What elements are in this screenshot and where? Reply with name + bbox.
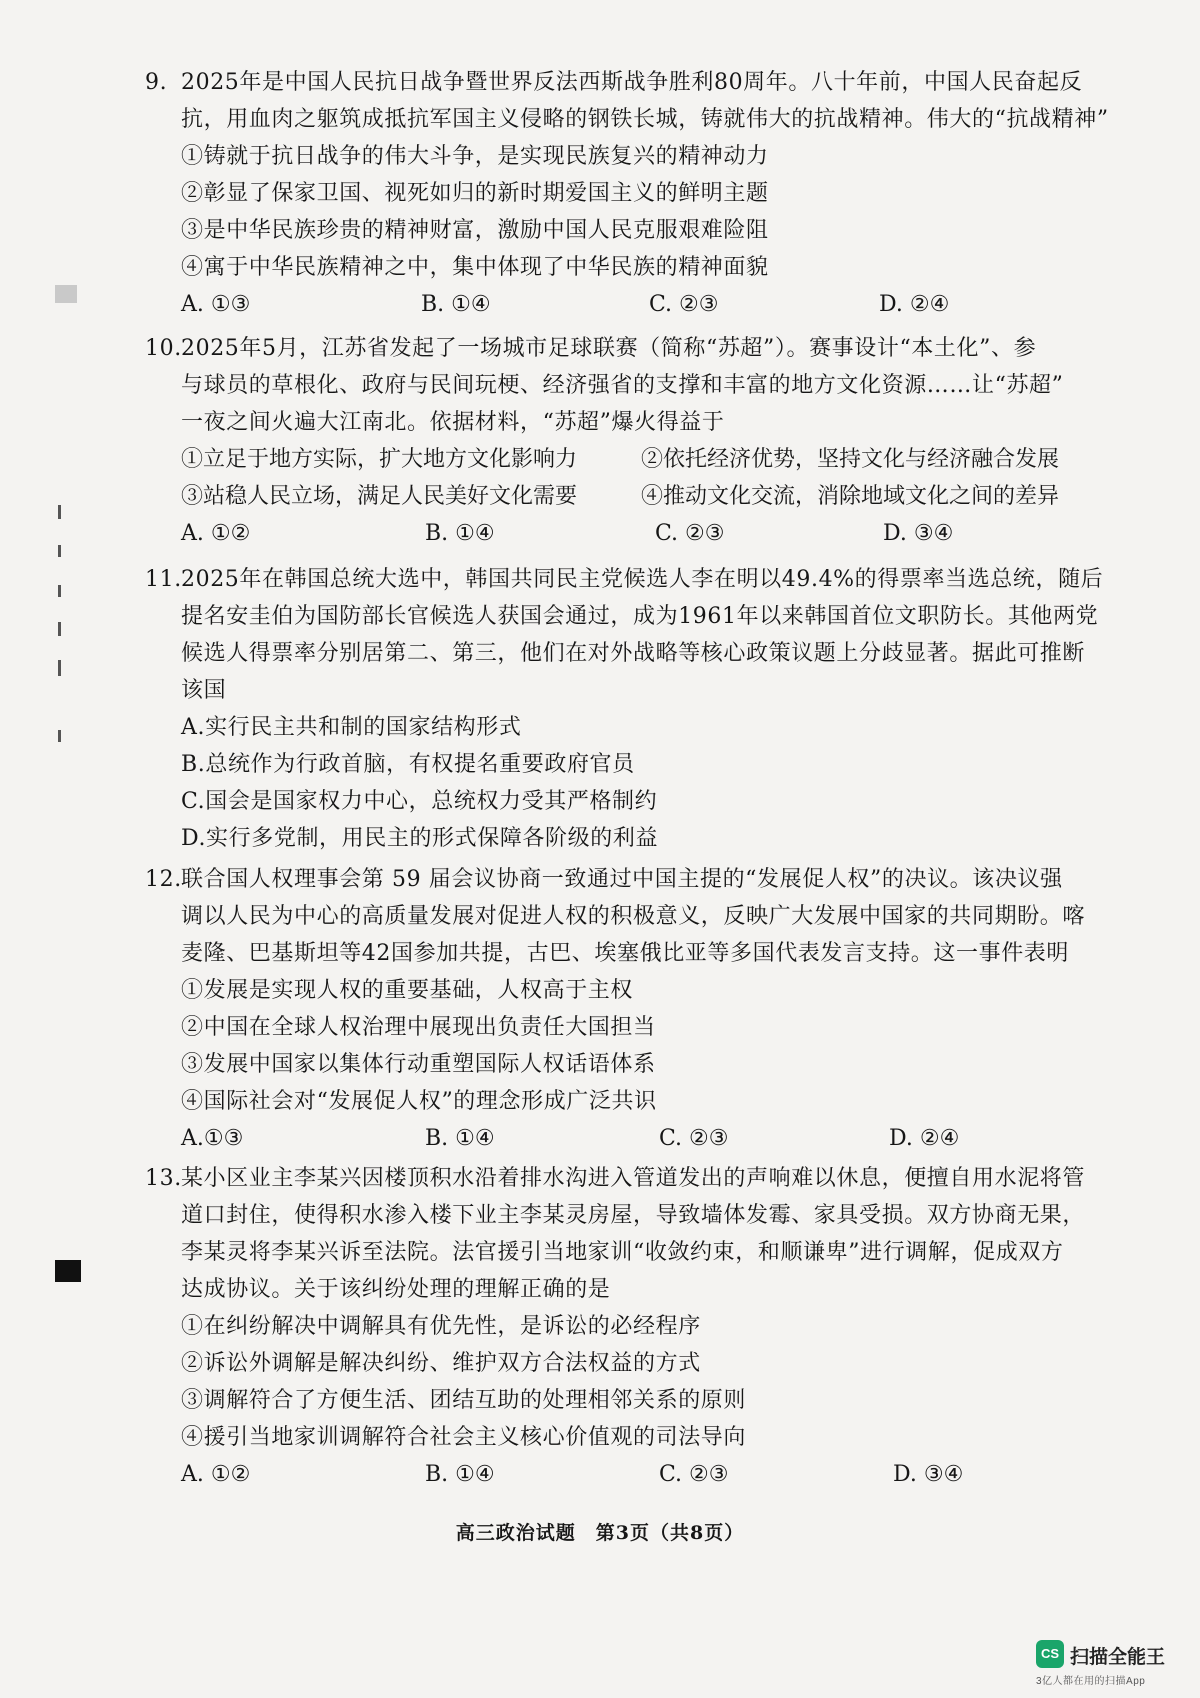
question-stem-line: 该国	[181, 678, 227, 703]
question-number: 9.	[145, 70, 168, 95]
statement: ③站稳人民立场，满足人民美好文化需要	[181, 484, 578, 509]
question-stem-line: 一夜之间火遍大江南北。依据材料，“苏超”爆火得益于	[181, 410, 725, 435]
statement: ③是中华民族珍贵的精神财富，激励中国人民克服艰难险阻	[181, 218, 769, 243]
option-a: A. ①②	[181, 1462, 251, 1487]
statement: ①立足于地方实际，扩大地方文化影响力	[181, 447, 578, 472]
answer-options	[181, 1120, 1105, 1157]
option-a: A. ①③	[181, 292, 251, 317]
option-a: A. ①②	[181, 521, 251, 546]
question-stem-line: 某小区业主李某兴因楼顶积水沿着排水沟进入管道发出的声响难以休息，便擅自用水泥将管	[181, 1166, 1086, 1191]
margin-tick	[58, 545, 61, 557]
option-b: B. ①④	[425, 521, 495, 546]
margin-tick	[58, 660, 61, 676]
question-stem-line: 麦隆、巴基斯坦等42国参加共提，古巴、埃塞俄比亚等多国代表发言支持。这一事件表明	[181, 941, 1069, 966]
question-stem-line: 候选人得票率分别居第二、第三，他们在对外战略等核心政策议题上分歧显著。据此可推断	[181, 641, 1086, 666]
scan-mark	[55, 1260, 81, 1282]
question-number: 13.	[145, 1166, 182, 1191]
statement: ③发展中国家以集体行动重塑国际人权话语体系	[181, 1052, 656, 1077]
margin-tick	[58, 585, 61, 597]
statement: ②依托经济优势，坚持文化与经济融合发展	[641, 447, 1060, 472]
margin-tick	[58, 730, 61, 742]
option-c: C. ②③	[649, 292, 719, 317]
question-10	[145, 330, 1105, 552]
statement: ①在纠纷解决中调解具有优先性，是诉讼的必经程序	[181, 1314, 701, 1339]
question-11	[145, 561, 1105, 857]
question-13	[145, 1160, 1105, 1493]
page-footer: 高三政治试题 第3页（共8页）	[455, 1522, 745, 1544]
scanner-logo-icon: CS	[1036, 1640, 1064, 1668]
question-stem-line: 2025年是中国人民抗日战争暨世界反法西斯战争胜利80周年。八十年前，中国人民奋起反	[181, 70, 1083, 95]
question-stem-line: 联合国人权理事会第 59 届会议协商一致通过中国主提的“发展促人权”的决议。该决议强	[181, 867, 1063, 892]
question-stem-line: 李某灵将李某兴诉至法院。法官援引当地家训“收敛约束，和顺谦卑”进行调解，促成双方	[181, 1240, 1064, 1265]
question-stem-line: 与球员的草根化、政府与民间玩梗、经济强省的支撑和丰富的地方文化资源……让“苏超”	[181, 373, 1064, 398]
statement: ①铸就于抗日战争的伟大斗争，是实现民族复兴的精神动力	[181, 144, 769, 169]
option-c: C. ②③	[655, 521, 725, 546]
question-12	[145, 861, 1105, 1157]
scanner-app-name: 扫描全能王	[1070, 1647, 1166, 1668]
answer-options	[181, 1456, 1105, 1493]
option-b: B.总统作为行政首脑，有权提名重要政府官员	[181, 752, 635, 777]
question-stem-line: 提名安圭伯为国防部长官候选人获国会通过，成为1961年以来韩国首位文职防长。其他两党	[181, 604, 1099, 629]
scan-mark	[55, 285, 77, 303]
statement: ④援引当地家训调解符合社会主义核心价值观的司法导向	[181, 1425, 747, 1450]
question-number: 11.	[145, 567, 182, 592]
answer-options	[181, 286, 1105, 323]
statement-row	[181, 478, 1105, 515]
statement: ④寓于中华民族精神之中，集中体现了中华民族的精神面貌	[181, 255, 769, 280]
option-a: A.①③	[181, 1126, 244, 1151]
question-number: 10.	[145, 336, 182, 361]
scanner-tagline: 3亿人都在用的扫描App	[1036, 1676, 1146, 1687]
question-9	[145, 64, 1109, 323]
question-stem-line: 调以人民为中心的高质量发展对促进人权的积极意义，反映广大发展中国家的共同期盼。喀	[181, 904, 1086, 929]
option-b: B. ①④	[425, 1462, 495, 1487]
statement-row	[181, 441, 1105, 478]
statement: ③调解符合了方便生活、团结互助的处理相邻关系的原则	[181, 1388, 747, 1413]
question-stem-line: 道口封住，使得积水渗入楼下业主李某灵房屋，导致墙体发霉、家具受损。双方协商无果，	[181, 1203, 1086, 1228]
option-d: D. ③④	[893, 1462, 964, 1487]
statement: ②诉讼外调解是解决纠纷、维护双方合法权益的方式	[181, 1351, 701, 1376]
option-b: B. ①④	[421, 292, 491, 317]
option-d: D. ③④	[883, 521, 954, 546]
option-d: D. ②④	[889, 1126, 960, 1151]
option-d: D.实行多党制，用民主的形式保障各阶级的利益	[181, 826, 659, 851]
margin-tick	[58, 622, 61, 636]
option-c: C. ②③	[659, 1126, 729, 1151]
statement: ②中国在全球人权治理中展现出负责任大国担当	[181, 1015, 656, 1040]
statement: ②彰显了保家卫国、视死如归的新时期爱国主义的鲜明主题	[181, 181, 769, 206]
question-stem-line: 2025年在韩国总统大选中，韩国共同民主党候选人李在明以49.4%的得票率当选总统，随后	[181, 567, 1104, 592]
question-stem-line: 达成协议。关于该纠纷处理的理解正确的是	[181, 1277, 611, 1302]
statement: ①发展是实现人权的重要基础，人权高于主权	[181, 978, 634, 1003]
margin-tick	[58, 505, 61, 519]
option-c: C. ②③	[659, 1462, 729, 1487]
option-b: B. ①④	[425, 1126, 495, 1151]
question-stem-line: 2025年5月，江苏省发起了一场城市足球联赛（简称“苏超”）。赛事设计“本土化”、参	[181, 336, 1037, 361]
option-c: C.国会是国家权力中心，总统权力受其严格制约	[181, 789, 658, 814]
option-d: D. ②④	[879, 292, 950, 317]
option-a: A.实行民主共和制的国家结构形式	[181, 715, 522, 740]
answer-options	[181, 515, 1105, 552]
statement: ④国际社会对“发展促人权”的理念形成广泛共识	[181, 1089, 657, 1114]
question-stem-line: 抗，用血肉之躯筑成抵抗军国主义侵略的钢铁长城，铸就伟大的抗战精神。伟大的“抗战精神”	[181, 107, 1109, 132]
question-number: 12.	[145, 867, 182, 892]
statement: ④推动文化交流，消除地域文化之间的差异	[641, 484, 1060, 509]
scanner-watermark	[1036, 1640, 1196, 1688]
